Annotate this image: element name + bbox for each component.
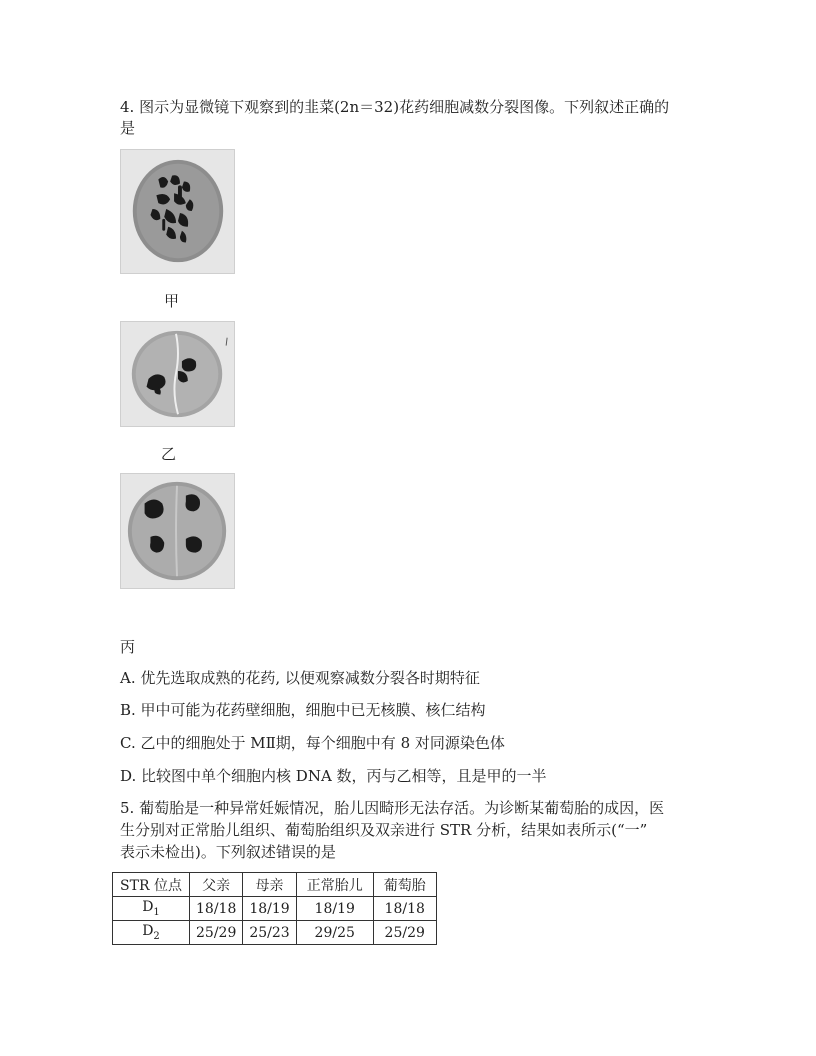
q4-option-c: C. 乙中的细胞处于 MⅡ期，每个细胞中有 8 对同源染色体 xyxy=(120,734,505,752)
table-header: 父亲 xyxy=(190,873,243,897)
table-cell-locus: $D_1$ xyxy=(113,897,190,921)
table-header: 葡萄胎 xyxy=(373,873,436,897)
table-header-row xyxy=(113,873,437,897)
micrograph-yi xyxy=(120,321,235,427)
micrograph-bing xyxy=(120,473,235,589)
caption-yi: 乙 xyxy=(161,445,177,463)
q4-option-a: A. 优先选取成熟的花药, 以便观察减数分裂各时期特征 xyxy=(120,669,480,687)
table-cell: 18/18 xyxy=(373,897,436,921)
q5-stem-line1: 5. 葡萄胎是一种异常妊娠情况，胎儿因畸形无法存活。为诊断某葡萄胎的成因，医 xyxy=(120,799,665,817)
micrograph-jia xyxy=(120,149,235,274)
table-row xyxy=(113,921,437,945)
table-cell: 18/19 xyxy=(296,897,373,921)
q4-option-d: D. 比较图中单个细胞内核 DNA 数，丙与乙相等，且是甲的一半 xyxy=(120,767,547,785)
caption-jia: 甲 xyxy=(164,292,180,310)
table-header: STR 位点 xyxy=(113,873,190,897)
table-cell: 29/25 xyxy=(296,921,373,945)
q4-stem-line2: 是 xyxy=(120,119,136,137)
q5-stem-line2: 生分别对正常胎儿组织、葡萄胎组织及双亲进行 STR 分析，结果如表所示(“一” xyxy=(120,821,648,839)
q4-stem-line1: 4. 图示为显微镜下观察到的韭菜(2n＝32)花药细胞减数分裂图像。下列叙述正确的 xyxy=(120,98,670,116)
table-cell: 18/19 xyxy=(243,897,296,921)
table-header: 母亲 xyxy=(243,873,296,897)
table-row xyxy=(113,897,437,921)
caption-bing: 丙 xyxy=(120,638,136,656)
table-header: 正常胎儿 xyxy=(296,873,373,897)
table-cell-locus: $D_2$ xyxy=(113,921,190,945)
q4-option-b: B. 甲中可能为花药壁细胞，细胞中已无核膜、核仁结构 xyxy=(120,701,486,719)
table-cell: 25/29 xyxy=(373,921,436,945)
table-cell: 25/23 xyxy=(243,921,296,945)
table-cell: 18/18 xyxy=(190,897,243,921)
table-cell: 25/29 xyxy=(190,921,243,945)
str-table xyxy=(112,872,437,945)
q5-stem-line3: 表示未检出)。下列叙述错误的是 xyxy=(120,843,336,861)
